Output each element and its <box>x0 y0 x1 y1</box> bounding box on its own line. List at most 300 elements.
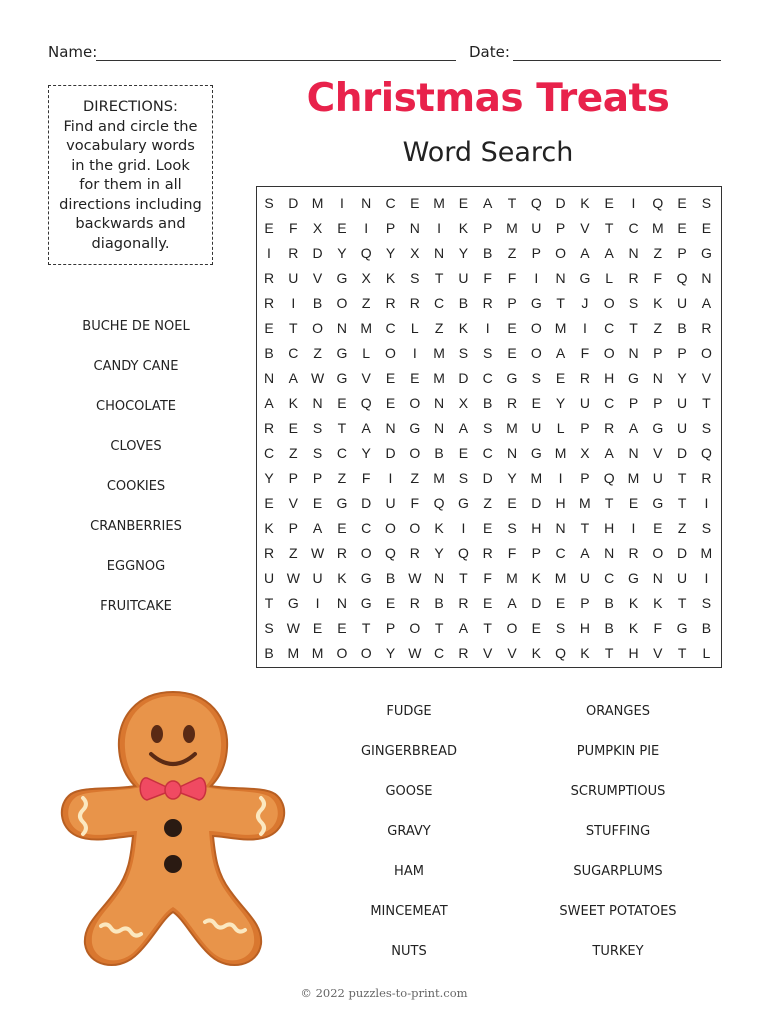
grid-letter[interactable]: T <box>507 195 517 211</box>
grid-letter[interactable]: K <box>385 270 396 286</box>
grid-letter[interactable]: B <box>483 245 493 261</box>
grid-letter[interactable]: I <box>437 220 442 236</box>
grid-letter[interactable]: N <box>555 520 566 536</box>
grid-letter[interactable]: U <box>579 395 590 411</box>
grid-letter[interactable]: N <box>434 245 445 261</box>
grid-letter[interactable]: Z <box>483 495 492 511</box>
grid-letter[interactable]: M <box>627 470 640 486</box>
grid-letter[interactable]: R <box>263 420 275 436</box>
grid-letter[interactable]: I <box>558 470 563 486</box>
grid-letter[interactable]: Y <box>385 645 396 661</box>
grid-letter[interactable]: I <box>315 595 320 611</box>
grid-letter[interactable]: C <box>263 445 275 461</box>
grid-letter[interactable]: A <box>507 595 517 611</box>
grid-letter[interactable]: N <box>506 445 518 461</box>
grid-letter[interactable]: G <box>676 620 688 636</box>
grid-letter[interactable]: U <box>652 470 663 486</box>
grid-letter[interactable]: C <box>628 220 639 236</box>
grid-letter[interactable]: E <box>531 395 541 411</box>
grid-letter[interactable]: O <box>336 295 348 311</box>
grid-letter[interactable]: D <box>677 445 688 461</box>
grid-letter[interactable]: F <box>483 570 492 586</box>
grid-letter[interactable]: K <box>653 595 663 611</box>
grid-letter[interactable]: O <box>530 345 542 361</box>
grid-letter[interactable]: A <box>628 420 639 436</box>
grid-letter[interactable]: F <box>507 545 517 561</box>
grid-letter[interactable]: I <box>339 195 344 211</box>
grid-letter[interactable]: O <box>385 345 396 361</box>
grid-letter[interactable]: Z <box>337 470 347 486</box>
grid-letter[interactable]: T <box>604 220 614 236</box>
grid-letter[interactable]: D <box>531 495 542 511</box>
grid-letter[interactable]: E <box>458 195 469 211</box>
grid-letter[interactable]: P <box>288 470 298 486</box>
grid-letter[interactable]: T <box>434 270 444 286</box>
grid-letter[interactable]: C <box>434 645 445 661</box>
grid-letter[interactable]: Q <box>360 395 372 411</box>
grid-letter[interactable]: T <box>580 520 590 536</box>
grid-letter[interactable]: M <box>506 420 518 436</box>
grid-letter[interactable]: H <box>604 520 615 536</box>
grid-letter[interactable]: R <box>288 245 299 261</box>
grid-letter[interactable]: H <box>628 645 639 661</box>
grid-letter[interactable]: E <box>288 420 298 436</box>
grid-letter[interactable]: R <box>409 595 420 611</box>
grid-letter[interactable]: V <box>312 270 323 286</box>
grid-letter[interactable]: L <box>410 320 419 336</box>
grid-letter[interactable]: Z <box>507 245 517 261</box>
grid-letter[interactable]: R <box>628 270 639 286</box>
grid-letter[interactable]: O <box>530 320 542 336</box>
grid-letter[interactable]: K <box>580 195 590 211</box>
grid-letter[interactable]: I <box>412 345 417 361</box>
grid-letter[interactable]: O <box>360 645 372 661</box>
grid-letter[interactable]: E <box>555 370 566 386</box>
grid-letter[interactable]: O <box>336 645 348 661</box>
grid-letter[interactable]: Z <box>289 545 298 561</box>
grid-letter[interactable]: G <box>700 245 712 261</box>
grid-letter[interactable]: S <box>483 420 493 436</box>
grid-letter[interactable]: A <box>604 445 614 461</box>
grid-letter[interactable]: Q <box>433 495 445 511</box>
grid-letter[interactable]: O <box>312 320 324 336</box>
grid-letter[interactable]: U <box>458 270 469 286</box>
grid-letter[interactable]: N <box>434 570 445 586</box>
grid-letter[interactable]: V <box>653 645 663 661</box>
grid-letter[interactable]: C <box>604 320 615 336</box>
grid-letter[interactable]: B <box>434 595 444 611</box>
grid-letter[interactable]: G <box>336 370 348 386</box>
grid-letter[interactable]: T <box>677 595 687 611</box>
grid-letter[interactable]: N <box>385 420 396 436</box>
grid-letter[interactable]: M <box>506 570 518 586</box>
grid-letter[interactable]: E <box>410 370 420 386</box>
grid-letter[interactable]: G <box>628 570 639 586</box>
grid-letter[interactable]: Q <box>603 470 615 486</box>
grid-letter[interactable]: U <box>312 570 323 586</box>
grid-letter[interactable]: Z <box>677 520 687 536</box>
grid-letter[interactable]: O <box>652 545 664 561</box>
grid-letter[interactable]: A <box>580 245 590 261</box>
grid-letter[interactable]: C <box>385 195 396 211</box>
grid-letter[interactable]: Q <box>700 445 712 461</box>
grid-letter[interactable]: V <box>483 645 493 661</box>
grid-letter[interactable]: E <box>458 445 469 461</box>
grid-letter[interactable]: N <box>701 270 712 286</box>
grid-letter[interactable]: Y <box>677 370 687 386</box>
grid-letter[interactable]: Q <box>360 245 372 261</box>
grid-letter[interactable]: G <box>652 420 664 436</box>
grid-letter[interactable]: R <box>506 395 518 411</box>
grid-letter[interactable]: M <box>311 645 324 661</box>
grid-letter[interactable]: E <box>385 370 396 386</box>
grid-letter[interactable]: I <box>291 295 296 311</box>
grid-letter[interactable]: U <box>385 495 396 511</box>
grid-letter[interactable]: W <box>408 570 422 586</box>
grid-letter[interactable]: I <box>704 570 709 586</box>
grid-letter[interactable]: G <box>457 495 469 511</box>
grid-letter[interactable]: Z <box>289 445 298 461</box>
grid-letter[interactable]: T <box>604 495 614 511</box>
grid-letter[interactable]: D <box>288 195 299 211</box>
grid-letter[interactable]: S <box>483 345 493 361</box>
grid-letter[interactable]: B <box>264 345 274 361</box>
grid-letter[interactable]: P <box>507 295 517 311</box>
grid-letter[interactable]: E <box>385 395 396 411</box>
grid-letter[interactable]: Z <box>410 470 420 486</box>
grid-letter[interactable]: K <box>531 645 541 661</box>
grid-letter[interactable]: S <box>701 195 712 211</box>
grid-letter[interactable]: N <box>263 370 275 386</box>
grid-letter[interactable]: T <box>434 620 444 636</box>
grid-letter[interactable]: U <box>677 570 688 586</box>
grid-letter[interactable]: Q <box>530 195 542 211</box>
grid-letter[interactable]: G <box>530 295 542 311</box>
grid-letter[interactable]: O <box>409 620 421 636</box>
grid-letter[interactable]: O <box>555 245 567 261</box>
grid-letter[interactable]: R <box>604 420 615 436</box>
grid-letter[interactable]: B <box>604 620 614 636</box>
grid-letter[interactable]: G <box>360 570 372 586</box>
grid-letter[interactable]: T <box>702 395 711 411</box>
grid-letter[interactable]: O <box>506 620 518 636</box>
grid-letter[interactable]: A <box>312 520 323 536</box>
grid-letter[interactable]: C <box>385 320 396 336</box>
grid-letter[interactable]: T <box>629 320 638 336</box>
grid-letter[interactable]: T <box>604 645 614 661</box>
grid-letter[interactable]: N <box>434 395 445 411</box>
grid-letter[interactable]: I <box>582 320 587 336</box>
grid-letter[interactable]: E <box>337 395 347 411</box>
grid-letter[interactable]: E <box>483 595 493 611</box>
grid-letter[interactable]: X <box>580 445 590 461</box>
grid-letter[interactable]: T <box>483 620 492 636</box>
grid-letter[interactable]: L <box>362 345 371 361</box>
grid-letter[interactable]: W <box>310 545 325 561</box>
grid-letter[interactable]: G <box>579 270 591 286</box>
grid-letter[interactable]: W <box>286 570 300 586</box>
grid-letter[interactable]: S <box>531 370 541 386</box>
grid-letter[interactable]: M <box>311 195 324 211</box>
grid-letter[interactable]: Y <box>434 545 444 561</box>
grid-letter[interactable]: N <box>628 445 639 461</box>
grid-letter[interactable]: X <box>410 245 420 261</box>
grid-letter[interactable]: B <box>604 595 614 611</box>
grid-letter[interactable]: A <box>361 420 371 436</box>
grid-letter[interactable]: C <box>288 345 299 361</box>
grid-letter[interactable]: K <box>288 395 298 411</box>
grid-letter[interactable]: G <box>628 370 639 386</box>
grid-letter[interactable]: I <box>631 195 636 211</box>
grid-letter[interactable]: C <box>482 370 493 386</box>
grid-letter[interactable]: M <box>360 320 373 336</box>
grid-letter[interactable]: N <box>652 370 663 386</box>
grid-letter[interactable]: A <box>458 620 469 636</box>
grid-letter[interactable]: N <box>628 245 639 261</box>
grid-letter[interactable]: F <box>653 620 663 636</box>
grid-letter[interactable]: E <box>312 620 323 636</box>
grid-letter[interactable]: S <box>458 345 469 361</box>
grid-letter[interactable]: P <box>580 595 590 611</box>
grid-letter[interactable]: C <box>361 520 372 536</box>
grid-letter[interactable]: C <box>604 570 615 586</box>
grid-letter[interactable]: Q <box>676 270 688 286</box>
grid-letter[interactable]: E <box>312 495 323 511</box>
grid-letter[interactable]: H <box>531 520 542 536</box>
grid-letter[interactable]: T <box>264 595 274 611</box>
grid-letter[interactable]: A <box>580 545 590 561</box>
grid-letter[interactable]: R <box>409 295 420 311</box>
grid-letter[interactable]: P <box>580 420 590 436</box>
grid-letter[interactable]: V <box>580 220 590 236</box>
grid-letter[interactable]: A <box>701 295 712 311</box>
grid-letter[interactable]: N <box>336 595 347 611</box>
grid-letter[interactable]: M <box>651 220 664 236</box>
grid-letter[interactable]: Y <box>458 245 469 261</box>
grid-letter[interactable]: U <box>531 220 542 236</box>
name-field[interactable] <box>96 60 456 61</box>
grid-letter[interactable]: I <box>704 495 709 511</box>
grid-letter[interactable]: P <box>531 245 541 261</box>
grid-letter[interactable]: D <box>555 195 566 211</box>
grid-letter[interactable]: Y <box>385 245 396 261</box>
grid-letter[interactable]: T <box>459 570 468 586</box>
grid-letter[interactable]: G <box>336 495 348 511</box>
grid-letter[interactable]: S <box>264 620 274 636</box>
grid-letter[interactable]: Y <box>361 445 371 461</box>
grid-letter[interactable]: M <box>554 320 567 336</box>
grid-letter[interactable]: X <box>312 220 323 236</box>
grid-letter[interactable]: Z <box>434 320 444 336</box>
grid-letter[interactable]: P <box>385 220 396 236</box>
grid-letter[interactable]: C <box>555 545 566 561</box>
grid-letter[interactable]: N <box>336 320 347 336</box>
grid-letter[interactable]: S <box>701 420 712 436</box>
grid-letter[interactable]: A <box>604 245 614 261</box>
grid-letter[interactable]: I <box>485 320 490 336</box>
grid-letter[interactable]: T <box>289 320 298 336</box>
grid-letter[interactable]: D <box>458 370 469 386</box>
grid-letter[interactable]: E <box>701 220 712 236</box>
grid-letter[interactable]: K <box>458 220 469 236</box>
grid-letter[interactable]: A <box>483 195 493 211</box>
grid-letter[interactable]: R <box>263 545 275 561</box>
grid-letter[interactable]: K <box>580 645 590 661</box>
grid-letter[interactable]: E <box>410 195 420 211</box>
grid-letter[interactable]: C <box>434 295 445 311</box>
grid-letter[interactable]: M <box>433 195 445 211</box>
grid-letter[interactable]: A <box>264 395 274 411</box>
grid-letter[interactable]: H <box>604 370 615 386</box>
grid-letter[interactable]: I <box>364 220 369 236</box>
grid-letter[interactable]: O <box>360 545 372 561</box>
grid-letter[interactable]: B <box>458 295 469 311</box>
grid-letter[interactable]: R <box>458 595 469 611</box>
grid-letter[interactable]: R <box>458 645 469 661</box>
grid-letter[interactable]: F <box>653 270 663 286</box>
grid-letter[interactable]: E <box>604 195 614 211</box>
grid-letter[interactable]: K <box>264 520 274 536</box>
grid-letter[interactable]: W <box>408 645 422 661</box>
grid-letter[interactable]: P <box>653 395 663 411</box>
grid-letter[interactable]: H <box>555 495 566 511</box>
grid-letter[interactable]: V <box>361 370 371 386</box>
grid-letter[interactable]: Y <box>507 470 517 486</box>
grid-letter[interactable]: J <box>581 295 589 311</box>
grid-letter[interactable]: E <box>507 320 517 336</box>
grid-letter[interactable]: U <box>579 570 590 586</box>
grid-letter[interactable]: F <box>580 345 590 361</box>
grid-letter[interactable]: N <box>409 220 420 236</box>
grid-letter[interactable]: K <box>531 570 541 586</box>
grid-letter[interactable]: O <box>409 395 421 411</box>
grid-letter[interactable]: N <box>312 395 323 411</box>
grid-letter[interactable]: Q <box>555 645 567 661</box>
grid-letter[interactable]: P <box>385 620 396 636</box>
grid-letter[interactable]: Z <box>313 345 322 361</box>
grid-letter[interactable]: B <box>701 620 712 636</box>
grid-letter[interactable]: R <box>579 370 590 386</box>
grid-letter[interactable]: Q <box>385 545 396 561</box>
grid-letter[interactable]: W <box>310 370 325 386</box>
grid-letter[interactable]: B <box>264 645 274 661</box>
grid-letter[interactable]: T <box>677 495 687 511</box>
grid-letter[interactable]: A <box>458 420 469 436</box>
grid-letter[interactable]: K <box>434 520 444 536</box>
grid-letter[interactable]: M <box>287 645 300 661</box>
grid-letter[interactable]: E <box>507 495 517 511</box>
grid-letter[interactable]: Q <box>457 545 469 561</box>
grid-letter[interactable]: I <box>631 520 636 536</box>
grid-letter[interactable]: U <box>677 295 688 311</box>
grid-letter[interactable]: O <box>409 445 421 461</box>
grid-letter[interactable]: S <box>410 270 420 286</box>
grid-letter[interactable]: F <box>361 470 371 486</box>
grid-letter[interactable]: E <box>264 220 274 236</box>
grid-letter[interactable]: E <box>628 495 639 511</box>
grid-letter[interactable]: P <box>555 220 566 236</box>
grid-letter[interactable]: R <box>701 470 712 486</box>
grid-letter[interactable]: K <box>628 595 639 611</box>
grid-letter[interactable]: D <box>361 495 372 511</box>
grid-letter[interactable]: R <box>628 545 639 561</box>
grid-letter[interactable]: U <box>677 420 688 436</box>
grid-letter[interactable]: B <box>385 570 396 586</box>
grid-letter[interactable]: I <box>534 270 539 286</box>
grid-letter[interactable]: R <box>385 295 396 311</box>
grid-letter[interactable]: N <box>652 570 663 586</box>
grid-letter[interactable]: E <box>337 520 347 536</box>
grid-letter[interactable]: S <box>555 620 566 636</box>
grid-letter[interactable]: B <box>677 320 687 336</box>
grid-letter[interactable]: E <box>337 620 347 636</box>
grid-letter[interactable]: R <box>336 545 347 561</box>
grid-letter[interactable]: E <box>677 195 687 211</box>
grid-letter[interactable]: E <box>483 520 493 536</box>
grid-letter[interactable]: S <box>507 520 517 536</box>
grid-letter[interactable]: N <box>361 195 372 211</box>
grid-letter[interactable]: C <box>604 395 615 411</box>
grid-letter[interactable]: A <box>288 370 298 386</box>
grid-letter[interactable]: G <box>336 270 348 286</box>
grid-letter[interactable]: D <box>531 595 542 611</box>
grid-letter[interactable]: G <box>506 370 518 386</box>
grid-letter[interactable]: E <box>264 320 274 336</box>
grid-letter[interactable]: K <box>628 620 639 636</box>
grid-letter[interactable]: Z <box>653 320 663 336</box>
grid-letter[interactable]: S <box>701 595 712 611</box>
grid-letter[interactable]: M <box>554 570 567 586</box>
grid-letter[interactable]: N <box>555 270 566 286</box>
grid-letter[interactable]: O <box>409 520 421 536</box>
grid-letter[interactable]: T <box>556 295 565 311</box>
grid-letter[interactable]: Q <box>652 195 664 211</box>
grid-letter[interactable]: P <box>677 345 687 361</box>
grid-letter[interactable]: U <box>531 420 542 436</box>
grid-letter[interactable]: S <box>312 445 323 461</box>
grid-letter[interactable]: B <box>434 445 444 461</box>
grid-letter[interactable]: N <box>628 345 639 361</box>
grid-letter[interactable]: U <box>677 395 688 411</box>
grid-letter[interactable]: C <box>482 445 493 461</box>
grid-letter[interactable]: O <box>603 345 615 361</box>
grid-letter[interactable]: G <box>652 495 664 511</box>
grid-letter[interactable]: E <box>337 220 347 236</box>
grid-letter[interactable]: T <box>677 470 687 486</box>
grid-letter[interactable]: R <box>409 545 420 561</box>
grid-letter[interactable]: S <box>458 470 469 486</box>
grid-letter[interactable]: M <box>433 470 445 486</box>
grid-letter[interactable]: O <box>385 520 396 536</box>
grid-letter[interactable]: G <box>409 420 421 436</box>
grid-letter[interactable]: I <box>267 245 271 261</box>
grid-letter[interactable]: R <box>482 295 493 311</box>
grid-letter[interactable]: E <box>653 520 663 536</box>
grid-letter[interactable]: P <box>677 245 687 261</box>
grid-letter[interactable]: L <box>702 645 711 661</box>
grid-letter[interactable]: X <box>361 270 371 286</box>
grid-letter[interactable]: P <box>312 470 323 486</box>
grid-letter[interactable]: P <box>653 345 663 361</box>
grid-letter[interactable]: V <box>288 495 298 511</box>
grid-letter[interactable]: D <box>677 545 688 561</box>
grid-letter[interactable]: H <box>579 620 590 636</box>
grid-letter[interactable]: L <box>605 270 614 286</box>
grid-letter[interactable]: V <box>507 645 517 661</box>
grid-letter[interactable]: M <box>433 370 445 386</box>
grid-letter[interactable]: P <box>531 545 541 561</box>
grid-letter[interactable]: C <box>336 445 347 461</box>
